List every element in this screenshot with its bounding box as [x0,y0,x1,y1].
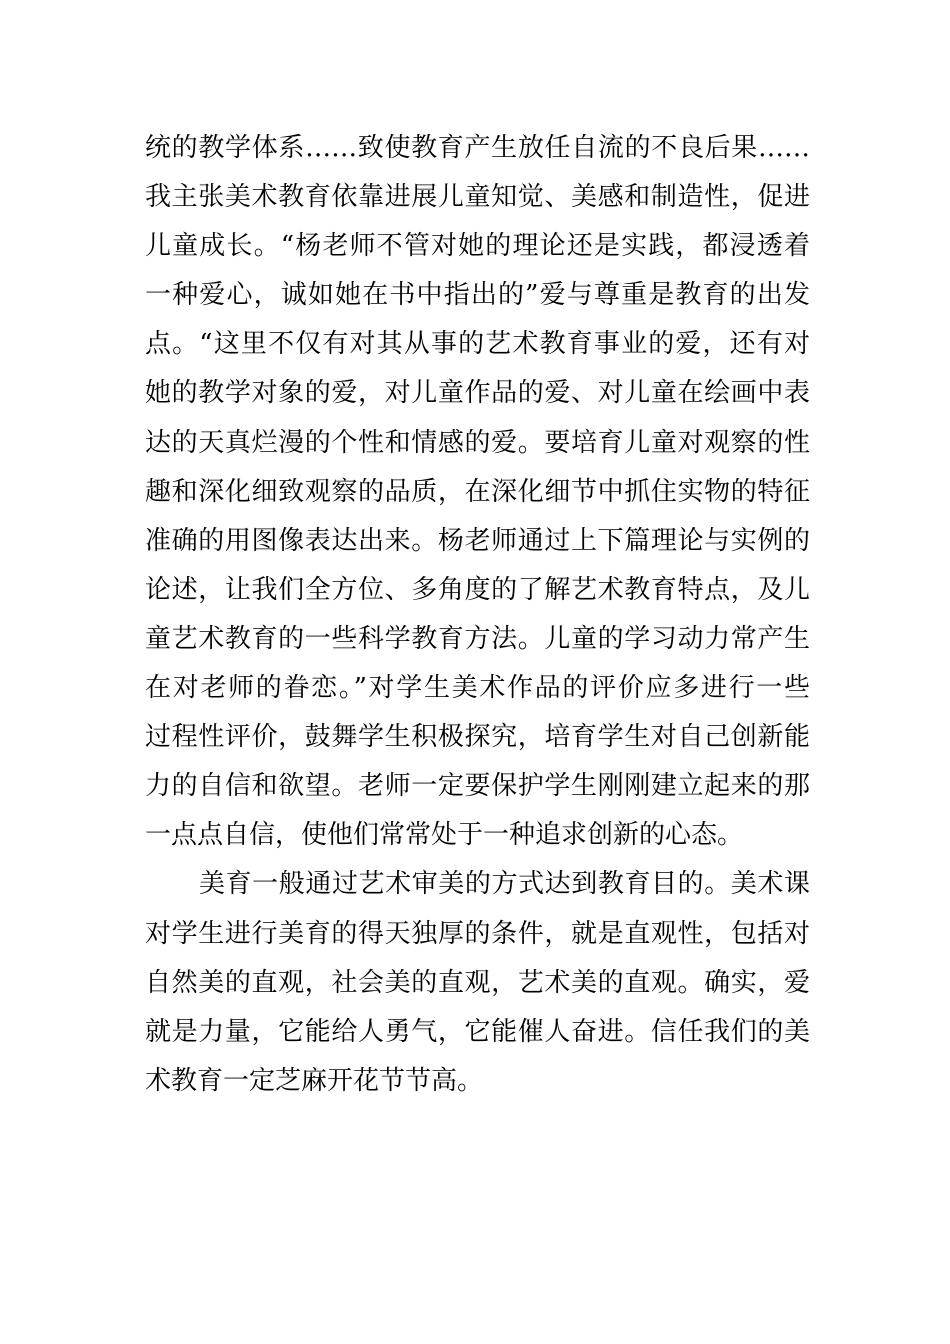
text-line: 对学生进行美育的得天独厚的条件，就是直观性，包括对 [145,918,810,949]
text-line: 一点点自信，使他们常常处于一种追求创新的心态。 [145,820,744,851]
text-line: 准确的用图像表达出来。杨老师通过上下篇理论与实例的 [145,525,810,556]
text-line: 美育一般通过艺术审美的方式达到教育目的。美术课 [199,869,810,900]
text-line: 论述，让我们全方位、多角度的了解艺术教育特点，及儿 [145,574,810,605]
text-line: 术教育一定芝麻开花节节高。 [145,1065,484,1096]
text-line: 点。“这里不仅有对其从事的艺术教育事业的爱，还有对 [145,329,810,360]
text-line: 儿童成长。“杨老师不管对她的理论还是实践，都浸透着 [145,231,810,262]
text-line: 自然美的直观，社会美的直观，艺术美的直观。确实，爱 [145,967,810,998]
text-line: 一种爱心，诚如她在书中指出的”爱与尊重是教育的出发 [145,280,810,311]
text-line: 统的教学体系……致使教育产生放任自流的不良后果…… [145,133,810,163]
text-line: 我主张美术教育依靠进展儿童知觉、美感和制造性，促进 [145,182,810,213]
text-line: 在对老师的眷恋。”对学生美术作品的评价应多进行一些 [145,673,810,704]
text-line: 她的教学对象的爱，对儿童作品的爱、对儿童在绘画中表 [145,378,810,409]
text-line: 趣和深化细致观察的品质，在深化细节中抓住实物的特征 [145,476,810,507]
paragraph-2 [145,860,810,1105]
text-line: 童艺术教育的一些科学教育方法。儿童的学习动力常产生 [145,623,810,654]
text-line: 过程性评价，鼓舞学生积极探究，培育学生对自己创新能 [145,722,810,753]
text-line: 达的天真烂漫的个性和情感的爱。要培育儿童对观察的性 [145,427,810,458]
text-line: 力的自信和欲望。老师一定要保护学生刚刚建立起来的那 [145,771,810,802]
paragraph-1 [145,124,810,860]
text-line: 就是力量，它能给人勇气，它能催人奋进。信任我们的美 [145,1016,810,1047]
document-body [145,124,810,1106]
